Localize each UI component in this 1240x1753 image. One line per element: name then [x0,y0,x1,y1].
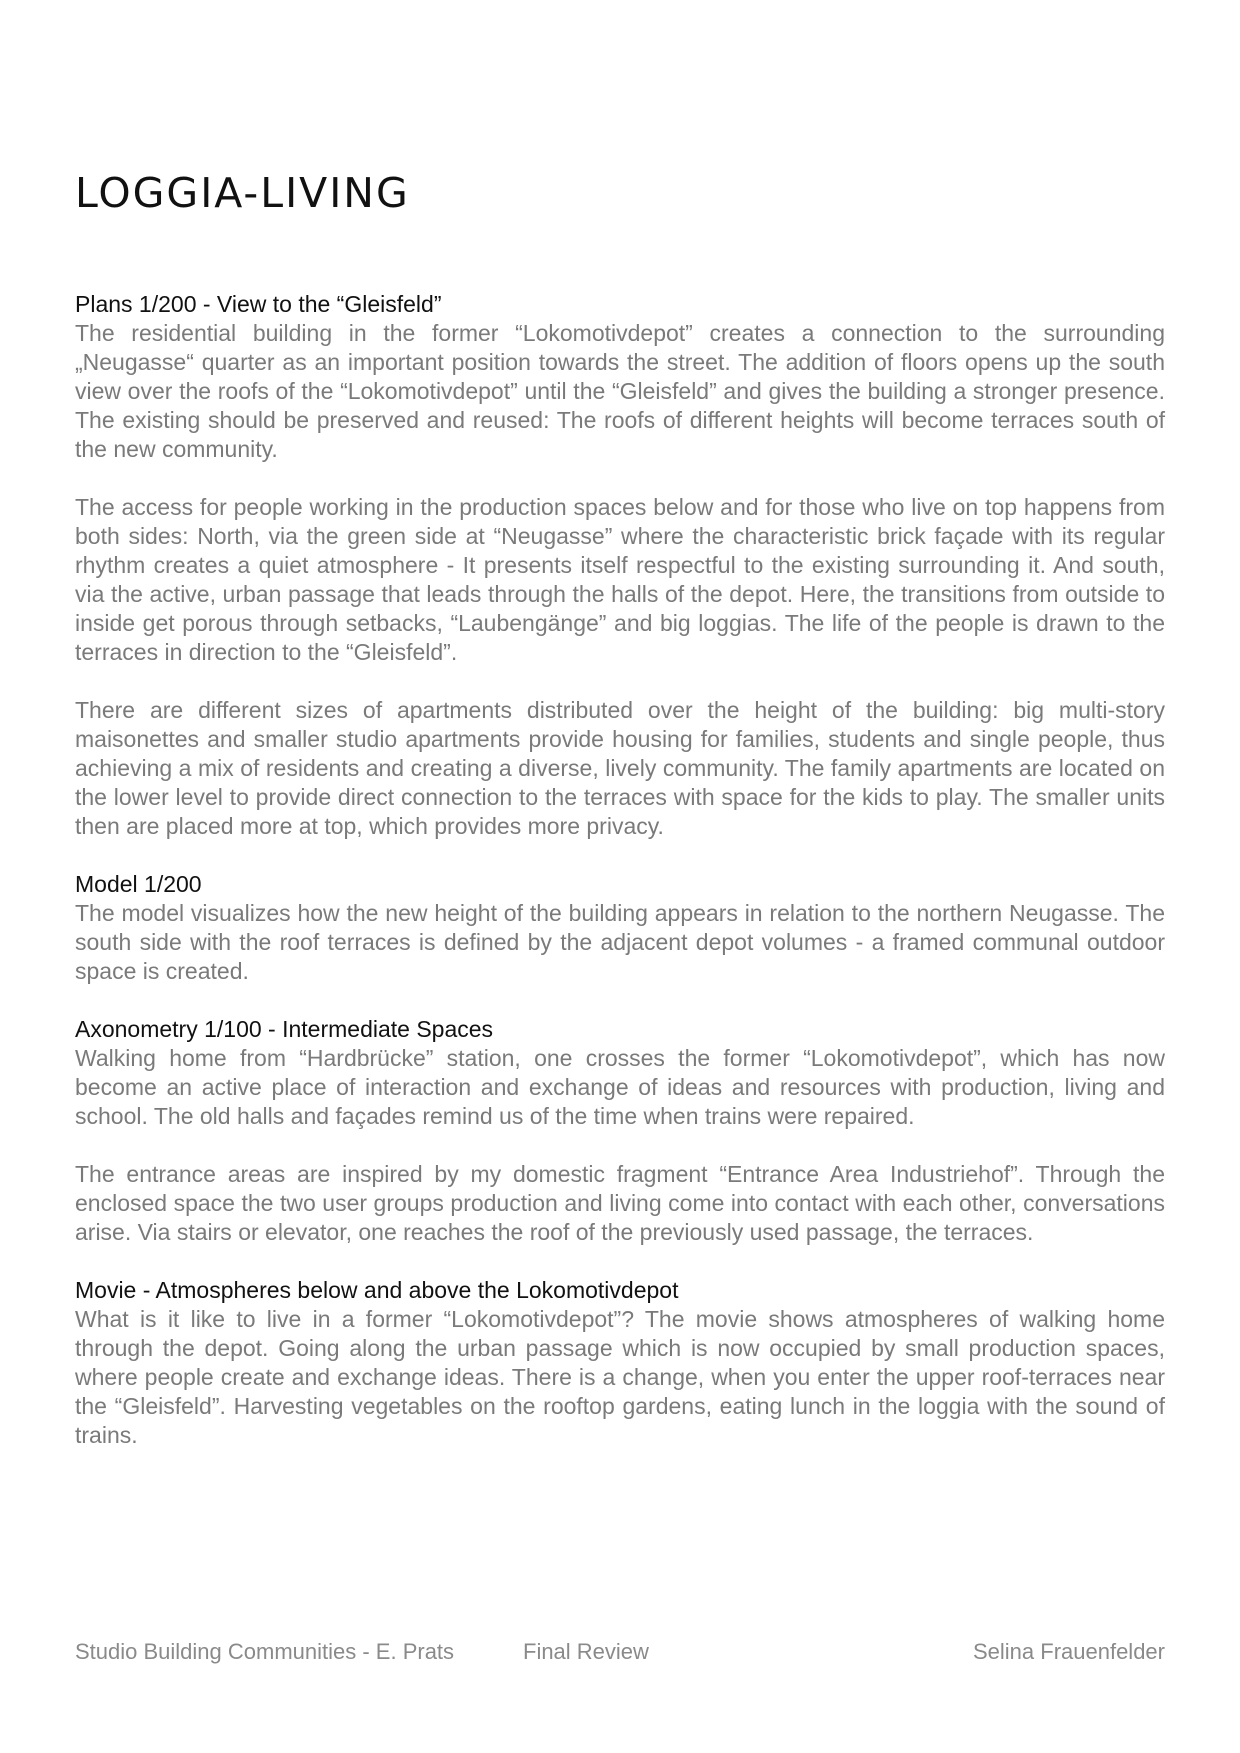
section-axonometry [75,1015,1165,1247]
section-movie [75,1276,1165,1450]
document-page [75,0,1165,1753]
footer-studio: Studio Building Communities - E. Prats [75,1639,455,1664]
section-paragraph: There are different sizes of apartments distributed over the height of the building: big multi-story maisonettes and smaller studio apartments provide housing for families, students and single people, thus achieving a mix of residents and creating a diverse, lively community. The family apartments are located on the lower level to provide direct connection to the terraces with space for the kids to play. The smaller units then are placed more at top, which provides more privacy. [75,697,1165,839]
section-paragraph: The entrance areas are inspired by my domestic fragment “Entrance Area Industriehof”. Through the enclosed space the two user groups production and living come into contact with each other, conversations arise. Via stairs or elevator, one reaches the roof of the previously used passage, the terraces. [75,1161,1165,1245]
document-body [75,290,1165,1450]
section-heading: Model 1/200 [75,871,202,897]
page-title: LOGGIA-LIVING [75,169,410,217]
section-plans [75,290,1165,841]
section-paragraph: The access for people working in the production spaces below and for those who live on top happens from both sides: North, via the green side at “Neugasse” where the characteristic brick façade with its regular rhythm creates a quiet atmosphere - It presents itself respectful to the existing surrounding it. And south, via the active, urban passage that leads through the halls of the depot. Here, the transitions from outside to inside get porous through setbacks, “Laubengänge” and big loggias. The life of the people is drawn to the terraces in direction to the “Gleisfeld”. [75,494,1165,665]
section-paragraph: Walking home from “Hardbrücke” station, one crosses the former “Lokomotivdepot”, which has now become an active place of interaction and exchange of ideas and resources with production, living and school. The old halls and façades remind us of the time when trains were repaired. [75,1045,1165,1129]
section-heading: Axonometry 1/100 - Intermediate Spaces [75,1016,494,1042]
footer-author: Selina Frauenfelder [972,1639,1165,1664]
section-heading: Movie - Atmospheres below and above the Lokomotivdepot [75,1277,679,1303]
section-model [75,870,1165,986]
page-footer [75,1637,1165,1667]
section-paragraph: What is it like to live in a former “Lokomotivdepot”? The movie shows atmospheres of walking home through the depot. Going along the urban passage which is now occupied by small production spaces, where people create and exchange ideas. There is a change, when you enter the upper roof-terraces near the “Gleisfeld”. Harvesting vegetables on the rooftop gardens, eating lunch in the loggia with the sound of trains. [75,1306,1165,1448]
section-paragraph: The residential building in the former “Lokomotivdepot” creates a connection to the surrounding „Neugasse“ quarter as an important position towards the street. The addition of floors opens up the south view over the roofs of the “Lokomotivdepot” until the “Gleisfeld” and gives the building a stronger presence. The existing should be preserved and reused: The roofs of different heights will become terraces south of the new community. [75,320,1165,462]
footer-review: Final Review [523,1639,649,1664]
section-paragraph: The model visualizes how the new height of the building appears in relation to the northern Neugasse. The south side with the roof terraces is defined by the adjacent depot volumes - a framed communal outdoor space is created. [75,900,1165,984]
section-heading: Plans 1/200 - View to the “Gleisfeld” [75,291,442,317]
